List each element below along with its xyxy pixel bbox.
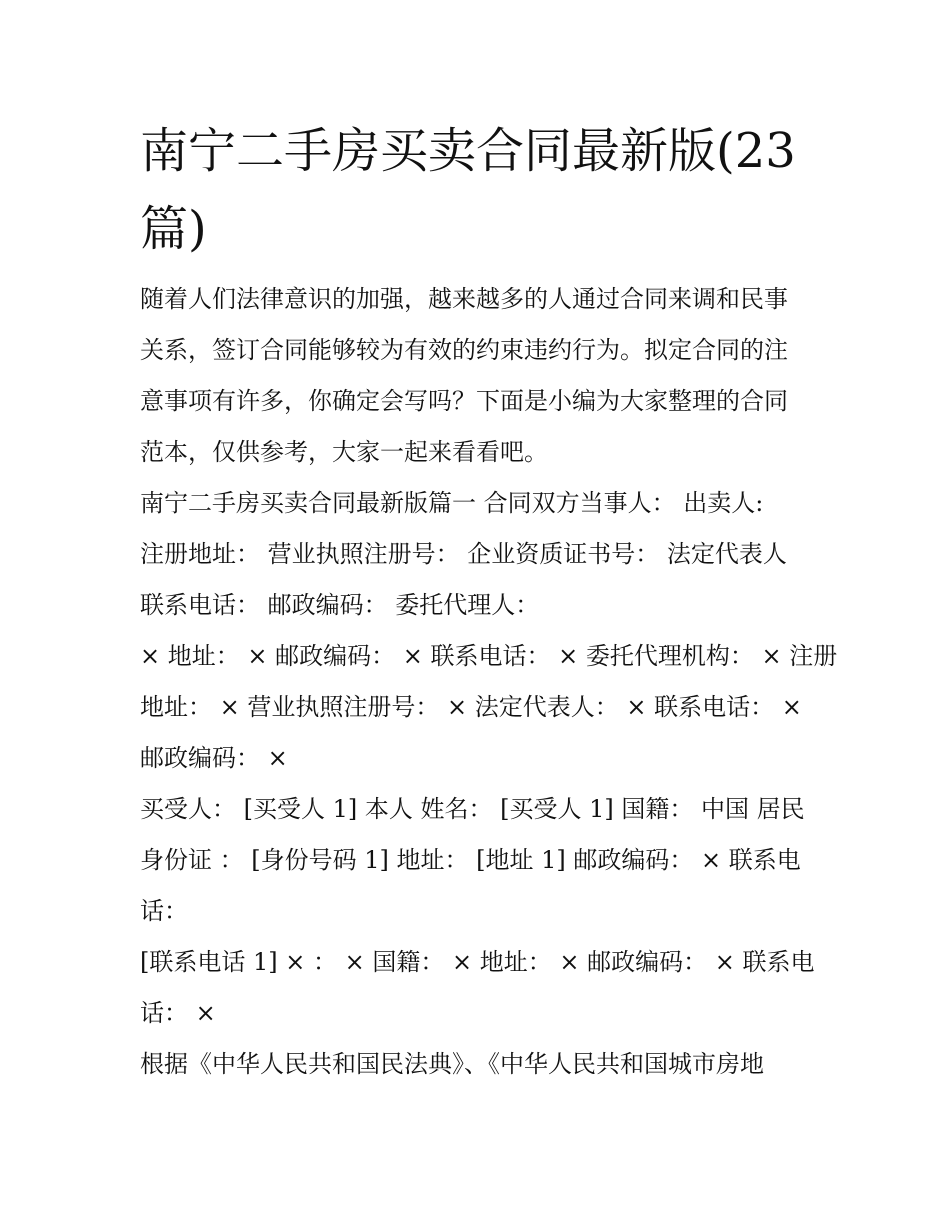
parties-line: 注册地址： 营业执照注册号： 企业资质证书号： 法定代表人 bbox=[140, 540, 787, 568]
document-body bbox=[140, 112, 838, 1090]
intro-line: 关系，签订合同能够较为有效的约束违约行为。拟定合同的注 bbox=[140, 336, 788, 364]
legal-basis-paragraph bbox=[140, 1039, 812, 1090]
intro-line: 意事项有许多，你确定会写吗？下面是小编为大家整理的合同 bbox=[140, 387, 788, 415]
agent-line: 邮政编码： × bbox=[140, 744, 288, 772]
intro-line: 范本，仅供参考，大家一起来看看吧。 bbox=[140, 438, 548, 466]
intro-line: 随着人们法律意识的加强，越来越多的人通过合同来调和民事 bbox=[140, 285, 788, 313]
intro-paragraph bbox=[140, 274, 812, 478]
contact-line: 话： × bbox=[140, 999, 216, 1027]
contact-line: [联系电话 1] × ： × 国籍： × 地址： × 邮政编码： × 联系电 bbox=[140, 948, 815, 976]
buyer-contact-paragraph bbox=[140, 937, 815, 1039]
agent-line: × 地址： × 邮政编码： × 联系电话： × 委托代理机构： × 注册 bbox=[140, 642, 838, 670]
parties-line: 南宁二手房买卖合同最新版篇一 合同双方当事人： 出卖人: bbox=[140, 489, 764, 517]
agent-info-paragraph bbox=[140, 631, 838, 784]
parties-line: 联系电话： 邮政编码： 委托代理人： bbox=[140, 591, 540, 619]
buyer-line: 买受人： [买受人 1] 本人 姓名： [买受人 1] 国籍： 中国 居民 bbox=[140, 795, 805, 823]
document-title bbox=[140, 112, 812, 268]
title-line-1: 南宁二手房买卖合同最新版(23 bbox=[140, 123, 796, 179]
title-line-2: 篇) bbox=[140, 201, 207, 257]
buyer-info-paragraph bbox=[140, 784, 812, 937]
buyer-line: 话： bbox=[140, 897, 188, 925]
buyer-line: 身份证 ： [身份号码 1] 地址： [地址 1] 邮政编码： × 联系电 bbox=[140, 846, 801, 874]
agent-line: 地址： × 营业执照注册号： × 法定代表人： × 联系电话： × bbox=[140, 693, 802, 721]
contract-parties-paragraph bbox=[140, 478, 812, 631]
legal-line: 根据《中华人民共和国民法典》、《中华人民共和国城市房地 bbox=[140, 1050, 764, 1078]
